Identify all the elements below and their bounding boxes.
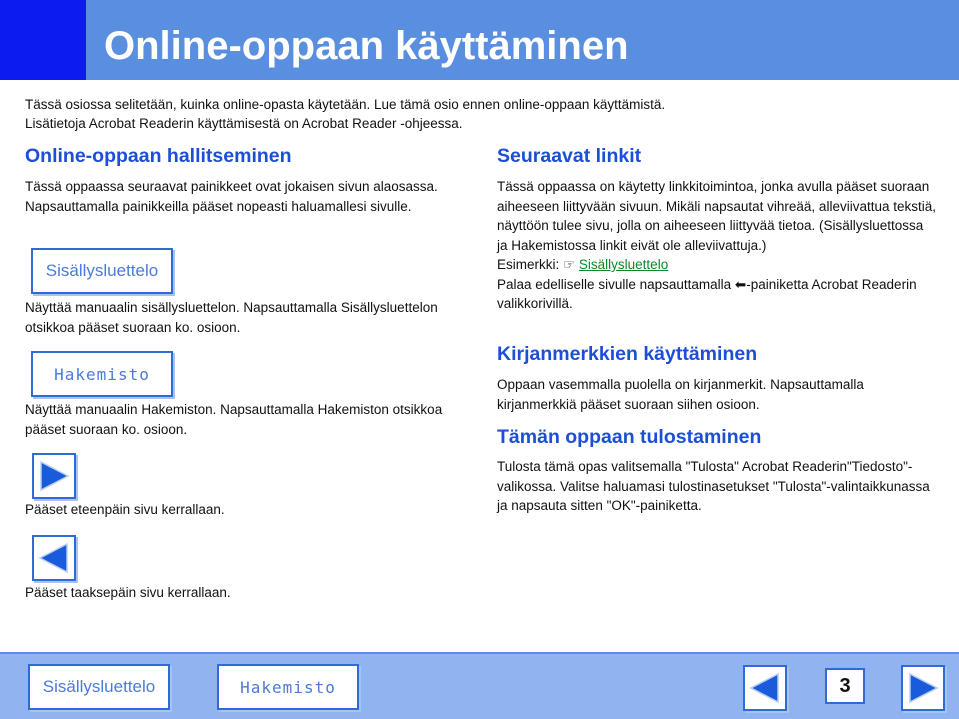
example-label: Esimerkki: bbox=[497, 257, 560, 272]
back-line bbox=[497, 275, 937, 314]
toc-button-sample-label: Sisällysluettelo bbox=[45, 261, 159, 280]
prev-page-description: Pääset taaksepäin sivu kerrallaan. bbox=[25, 585, 231, 600]
example-link-toc[interactable]: Sisällysluettelo bbox=[578, 257, 669, 272]
play-right-icon bbox=[906, 671, 940, 705]
play-right-icon bbox=[37, 459, 71, 493]
links-heading: Seuraavat linkit bbox=[497, 145, 642, 167]
links-text bbox=[497, 177, 937, 314]
next-page-description: Pääset eteenpäin sivu kerrallaan. bbox=[25, 502, 225, 517]
intro-line-2: Lisätietoja Acrobat Readerin käyttämisestä on Acrobat Reader -ohjeessa. bbox=[25, 116, 463, 131]
back-arrow-icon: ⬅ bbox=[734, 276, 747, 292]
footer-toc-label: Sisällysluettelo bbox=[42, 677, 156, 696]
prev-page-button-sample[interactable] bbox=[32, 535, 76, 581]
toc-button-sample[interactable] bbox=[31, 248, 173, 294]
navigation-heading: Online-oppaan hallitseminen bbox=[25, 145, 292, 167]
print-text: Tulosta tämä opas valitsemalla "Tulosta" Acrobat Readerin"Tiedosto"-valikossa. Valitse haluamasi tulostinasetukset "Tulosta"-valintaikkunassa ja napsauta sitten "OK"-painiketta. bbox=[497, 459, 930, 513]
footer-index-label: Hakemisto bbox=[240, 677, 336, 697]
back-text-before: Palaa edelliselle sivulle napsauttamalla bbox=[497, 276, 732, 292]
play-left-icon bbox=[748, 671, 782, 705]
toc-description: Näyttää manuaalin sisällysluettelon. Napsauttamalla Sisällysluettelon otsikkoa pääset suoraan ko. osioon. bbox=[25, 300, 438, 335]
footer-index-button[interactable] bbox=[217, 664, 359, 710]
bookmarks-text: Oppaan vasemmalla puolella on kirjanmerkit. Napsauttamalla kirjanmerkkiä pääset suoraan siihen osioon. bbox=[497, 377, 864, 412]
footer-prev-page-button[interactable] bbox=[743, 665, 787, 711]
next-page-button-sample[interactable] bbox=[32, 453, 76, 499]
example-line bbox=[497, 255, 937, 275]
footer-next-page-button[interactable] bbox=[901, 665, 945, 711]
intro-line-1: Tässä osiossa selitetään, kuinka online-opasta käytetään. Lue tämä osio ennen online-oppaan käyttämistä. bbox=[25, 97, 666, 112]
index-button-sample-label: Hakemisto bbox=[54, 364, 150, 384]
links-paragraph: Tässä oppaassa on käytetty linkkitoimintoa, jonka avulla pääset suoraan aiheeseen liittyvään sivuun. Mikäli napsautat vihreää, alleviivattua tekstiä, näyttöön tulee sivu, jolla on aiheeseen liittyvää tietoa. (Sisällysluettossa ja Hakemistossa linkit eivät ole alleviivattuja.) bbox=[497, 179, 936, 253]
bookmarks-heading: Kirjanmerkkien käyttäminen bbox=[497, 343, 758, 365]
back-text-after: -painiketta Acrobat Readerin valikkorivillä. bbox=[497, 276, 917, 311]
page-number: 3 bbox=[825, 668, 865, 704]
navigation-intro: Tässä oppaassa seuraavat painikkeet ovat jokaisen sivun alaosassa. Napsauttamalla painikkeilla pääset nopeasti haluamallesi sivulle. bbox=[25, 179, 438, 214]
page-title: Online-oppaan käyttäminen bbox=[104, 24, 629, 68]
header-corner-block bbox=[0, 0, 86, 80]
index-description: Näyttää manuaalin Hakemiston. Napsauttamalla Hakemiston otsikkoa pääset suoraan ko. osioon. bbox=[25, 402, 443, 437]
play-left-icon bbox=[37, 541, 71, 575]
intro-text bbox=[25, 95, 925, 133]
pointing-hand-icon: ☞ bbox=[563, 257, 576, 272]
footer-toc-button[interactable] bbox=[28, 664, 170, 710]
print-heading: Tämän oppaan tulostaminen bbox=[497, 426, 762, 448]
index-button-sample[interactable] bbox=[31, 351, 173, 397]
